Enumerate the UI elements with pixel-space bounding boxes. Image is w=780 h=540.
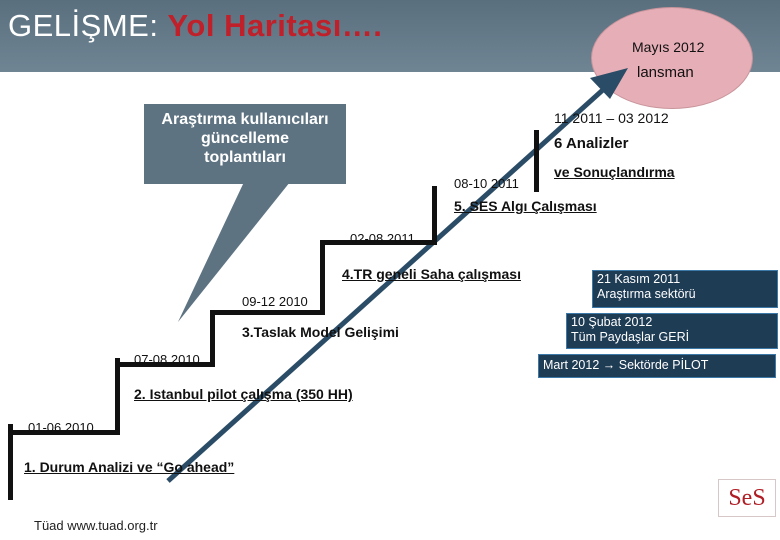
note-box-1 <box>592 270 778 308</box>
title-accent: Yol Haritası…. <box>167 8 383 43</box>
note-box-3 <box>538 354 776 378</box>
step-3-date: 09-12 2010 <box>242 294 308 309</box>
note-box-2 <box>566 313 778 349</box>
note-2-line-1: 10 Şubat 2012 <box>571 315 653 329</box>
callout-line-3: toplantıları <box>204 149 286 166</box>
title-prefix: GELİŞME: <box>8 8 168 43</box>
step-3-label: 3.Taslak Model Gelişimi <box>242 324 399 340</box>
step-bar-2 <box>115 358 120 435</box>
callout-line-2: güncelleme <box>200 130 290 147</box>
step-5-date: 08-10 2011 <box>454 176 519 191</box>
note-1-line-2: Araştırma sektörü <box>597 287 696 301</box>
footer-text: Tüad www.tuad.org.tr <box>34 518 158 533</box>
step-6-label: 6 Analizler <box>554 135 629 152</box>
step-1-label: 1. Durum Analizi ve “Go ahead” <box>24 459 235 475</box>
step-2-label: 2. Istanbul pilot çalışma (350 HH) <box>134 386 353 402</box>
ses-logo: SeS <box>718 479 776 517</box>
callout-line-1: Araştırma kullanıcıları <box>161 111 329 128</box>
step-bar-3 <box>210 310 215 367</box>
step-bar-3-top <box>210 310 322 315</box>
note-2-line-2: Tüm Paydaşlar GERİ <box>571 330 690 344</box>
step-bar-1 <box>8 424 13 500</box>
note-3-line-1: Mart 2012 → Sektörde PİLOT <box>543 358 709 372</box>
step-5-label: 5. SES Algı Çalışması <box>454 198 597 214</box>
step-1-date: 01-06 2010 <box>28 420 94 435</box>
step-bar-6 <box>534 130 539 192</box>
step-4-date: 02-08 2011 <box>350 231 415 246</box>
milestone-event: lansman <box>637 64 694 81</box>
note-1-line-1: 21 Kasım 2011 <box>597 272 681 286</box>
step-bar-5 <box>432 186 437 245</box>
step-6-date: 11 2011 – 03 2012 <box>554 110 669 126</box>
step-2-date: 07-08 2010 <box>134 352 200 367</box>
step-4-label: 4.TR geneli Saha çalışması <box>342 266 521 282</box>
milestone-date: Mayıs 2012 <box>632 39 705 55</box>
step-bar-4 <box>320 240 325 315</box>
step-6-label-2: ve Sonuçlandırma <box>554 164 675 180</box>
